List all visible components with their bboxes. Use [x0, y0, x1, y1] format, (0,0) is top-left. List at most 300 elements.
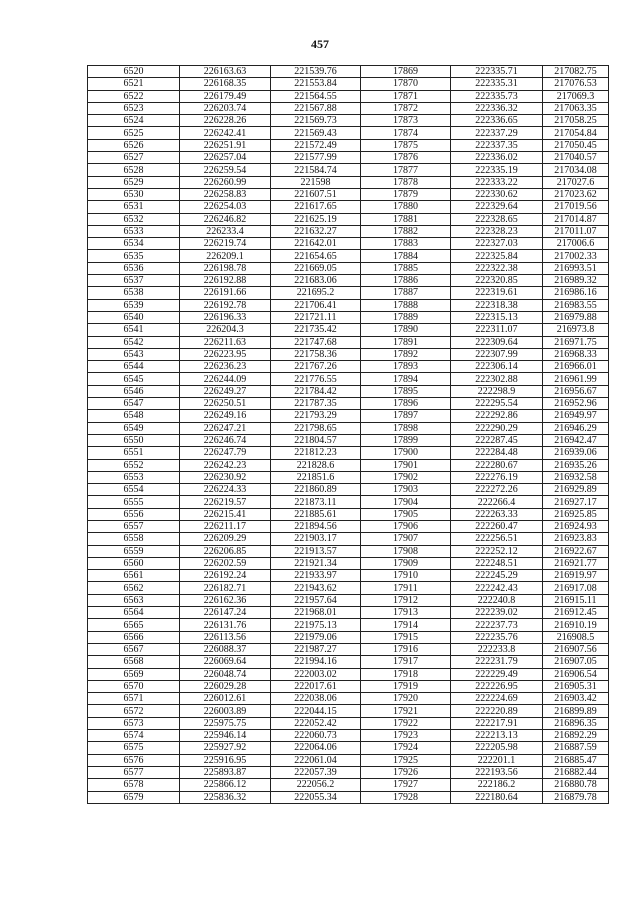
table-row — [88, 520, 609, 532]
table-cell: 221553.84 — [271, 78, 361, 90]
table-row — [88, 570, 609, 582]
table-cell: 17923 — [361, 730, 451, 742]
table-cell: 226246.74 — [180, 434, 271, 446]
table-cell: 216935.26 — [543, 459, 609, 471]
table-row — [88, 791, 609, 803]
table-cell: 222224.69 — [451, 693, 543, 705]
table-row — [88, 78, 609, 90]
table-cell: 17895 — [361, 385, 451, 397]
table-cell: 226251.91 — [180, 139, 271, 151]
table-cell: 6533 — [88, 225, 180, 237]
table-cell: 222337.35 — [451, 139, 543, 151]
table-cell: 216907.56 — [543, 643, 609, 655]
table-cell: 216908.5 — [543, 631, 609, 643]
table-row — [88, 90, 609, 102]
coordinates-table — [87, 65, 609, 804]
table-cell: 222220.89 — [451, 705, 543, 717]
table-cell: 222311.07 — [451, 324, 543, 336]
table-cell: 226203.74 — [180, 102, 271, 114]
table-row — [88, 139, 609, 151]
table-row — [88, 754, 609, 766]
table-cell: 17924 — [361, 742, 451, 754]
table-cell: 221913.57 — [271, 545, 361, 557]
table-cell: 17890 — [361, 324, 451, 336]
table-cell: 17926 — [361, 766, 451, 778]
table-cell: 222263.33 — [451, 508, 543, 520]
table-cell: 17871 — [361, 90, 451, 102]
table-cell: 17912 — [361, 594, 451, 606]
table-cell: 216946.29 — [543, 422, 609, 434]
table-cell: 17899 — [361, 434, 451, 446]
page-number: 457 — [311, 37, 329, 51]
table-cell: 221706.41 — [271, 299, 361, 311]
table-cell: 216989.32 — [543, 275, 609, 287]
table-cell: 17927 — [361, 779, 451, 791]
table-cell: 226219.74 — [180, 238, 271, 250]
table-cell: 6554 — [88, 484, 180, 496]
table-cell: 222298.9 — [451, 385, 543, 397]
table-cell: 222061.04 — [271, 754, 361, 766]
table-cell: 222003.02 — [271, 668, 361, 680]
table-cell: 216905.31 — [543, 680, 609, 692]
table-cell: 226259.54 — [180, 164, 271, 176]
table-row — [88, 398, 609, 410]
table-cell: 17897 — [361, 410, 451, 422]
table-cell: 222242.43 — [451, 582, 543, 594]
table-cell: 221784.42 — [271, 385, 361, 397]
table-cell: 217050.45 — [543, 139, 609, 151]
table-cell: 17882 — [361, 225, 451, 237]
table-cell: 6558 — [88, 533, 180, 545]
table-row — [88, 545, 609, 557]
table-row — [88, 656, 609, 668]
table-cell: 6543 — [88, 348, 180, 360]
table-cell: 216979.88 — [543, 311, 609, 323]
table-cell: 226088.37 — [180, 643, 271, 655]
table-cell: 17872 — [361, 102, 451, 114]
table-cell: 6577 — [88, 766, 180, 778]
table-cell: 222193.56 — [451, 766, 543, 778]
table-cell: 17877 — [361, 164, 451, 176]
table-cell: 17876 — [361, 152, 451, 164]
table-cell: 226131.76 — [180, 619, 271, 631]
table-row — [88, 471, 609, 483]
table-row — [88, 422, 609, 434]
table-cell: 226246.82 — [180, 213, 271, 225]
table-cell: 225946.14 — [180, 730, 271, 742]
table-row — [88, 152, 609, 164]
table-cell: 17885 — [361, 262, 451, 274]
table-cell: 17893 — [361, 361, 451, 373]
table-cell: 222060.73 — [271, 730, 361, 742]
table-cell: 6553 — [88, 471, 180, 483]
table-row — [88, 176, 609, 188]
table-cell: 17918 — [361, 668, 451, 680]
table-cell: 217019.56 — [543, 201, 609, 213]
table-row — [88, 459, 609, 471]
table-cell: 216910.19 — [543, 619, 609, 631]
table-cell: 221584.74 — [271, 164, 361, 176]
table-cell: 221975.13 — [271, 619, 361, 631]
table-cell: 17921 — [361, 705, 451, 717]
table-cell: 216966.01 — [543, 361, 609, 373]
table-cell: 221564.55 — [271, 90, 361, 102]
table-cell: 17900 — [361, 447, 451, 459]
table-cell: 17906 — [361, 520, 451, 532]
table-cell: 226224.33 — [180, 484, 271, 496]
table-cell: 6525 — [88, 127, 180, 139]
table-cell: 6559 — [88, 545, 180, 557]
table-cell: 221968.01 — [271, 607, 361, 619]
table-cell: 17925 — [361, 754, 451, 766]
table-cell: 6568 — [88, 656, 180, 668]
table-cell: 6564 — [88, 607, 180, 619]
table-cell: 6540 — [88, 311, 180, 323]
table-cell: 6527 — [88, 152, 180, 164]
table-cell: 216925.85 — [543, 508, 609, 520]
table-row — [88, 275, 609, 287]
table-cell: 217027.6 — [543, 176, 609, 188]
table-cell: 221828.6 — [271, 459, 361, 471]
table-cell: 226204.3 — [180, 324, 271, 336]
table-cell: 226192.78 — [180, 299, 271, 311]
table-cell: 222186.2 — [451, 779, 543, 791]
table-cell: 222237.73 — [451, 619, 543, 631]
table-cell: 222052.42 — [271, 717, 361, 729]
table-cell: 226242.41 — [180, 127, 271, 139]
table-cell: 216917.08 — [543, 582, 609, 594]
table-cell: 17869 — [361, 66, 451, 78]
table-cell: 217014.87 — [543, 213, 609, 225]
table-row — [88, 607, 609, 619]
table-cell: 222217.91 — [451, 717, 543, 729]
table-cell: 17919 — [361, 680, 451, 692]
table-row — [88, 693, 609, 705]
table-cell: 17916 — [361, 643, 451, 655]
table-cell: 221758.36 — [271, 348, 361, 360]
table-cell: 6573 — [88, 717, 180, 729]
table-cell: 222233.8 — [451, 643, 543, 655]
table-cell: 222226.95 — [451, 680, 543, 692]
table-cell: 222260.47 — [451, 520, 543, 532]
table-cell: 226211.63 — [180, 336, 271, 348]
table-cell: 6529 — [88, 176, 180, 188]
table-row — [88, 66, 609, 78]
table-cell: 217076.53 — [543, 78, 609, 90]
table-cell: 17875 — [361, 139, 451, 151]
table-cell: 217011.07 — [543, 225, 609, 237]
table-cell: 216882.44 — [543, 766, 609, 778]
table-cell: 6560 — [88, 557, 180, 569]
table-cell: 226182.71 — [180, 582, 271, 594]
table-cell: 216968.33 — [543, 348, 609, 360]
table-row — [88, 717, 609, 729]
table-cell: 216927.17 — [543, 496, 609, 508]
table-cell: 17911 — [361, 582, 451, 594]
table-cell: 221569.43 — [271, 127, 361, 139]
table-cell: 216923.83 — [543, 533, 609, 545]
table-cell: 222302.88 — [451, 373, 543, 385]
table-cell: 222213.13 — [451, 730, 543, 742]
table-cell: 222336.32 — [451, 102, 543, 114]
table-row — [88, 643, 609, 655]
table-cell: 17886 — [361, 275, 451, 287]
table-cell: 216956.67 — [543, 385, 609, 397]
table-cell: 6578 — [88, 779, 180, 791]
table-cell: 17910 — [361, 570, 451, 582]
table-cell: 222284.48 — [451, 447, 543, 459]
table-cell: 221987.27 — [271, 643, 361, 655]
table-cell: 17898 — [361, 422, 451, 434]
table-cell: 17914 — [361, 619, 451, 631]
table-cell: 17901 — [361, 459, 451, 471]
table-cell: 216896.35 — [543, 717, 609, 729]
table-cell: 217063.35 — [543, 102, 609, 114]
table-cell: 221957.64 — [271, 594, 361, 606]
table-cell: 222330.62 — [451, 188, 543, 200]
table-cell: 221632.27 — [271, 225, 361, 237]
table-cell: 222252.12 — [451, 545, 543, 557]
table-row — [88, 410, 609, 422]
table-cell: 17873 — [361, 115, 451, 127]
table-cell: 222256.51 — [451, 533, 543, 545]
table-cell: 225893.87 — [180, 766, 271, 778]
table-cell: 222325.84 — [451, 250, 543, 262]
table-cell: 216903.42 — [543, 693, 609, 705]
table-cell: 222335.73 — [451, 90, 543, 102]
table-row — [88, 533, 609, 545]
table-cell: 221812.23 — [271, 447, 361, 459]
table-cell: 221598 — [271, 176, 361, 188]
table-cell: 216952.96 — [543, 398, 609, 410]
table-row — [88, 225, 609, 237]
table-cell: 216922.67 — [543, 545, 609, 557]
table-cell: 226202.59 — [180, 557, 271, 569]
table-cell: 216880.78 — [543, 779, 609, 791]
table-cell: 222322.38 — [451, 262, 543, 274]
table-cell: 6532 — [88, 213, 180, 225]
table-cell: 6535 — [88, 250, 180, 262]
table-cell: 222335.19 — [451, 164, 543, 176]
table-cell: 222056.2 — [271, 779, 361, 791]
table-row — [88, 434, 609, 446]
table-cell: 6550 — [88, 434, 180, 446]
table-cell: 222292.86 — [451, 410, 543, 422]
table-cell: 17905 — [361, 508, 451, 520]
table-cell: 17892 — [361, 348, 451, 360]
table-cell: 217054.84 — [543, 127, 609, 139]
table-cell: 17879 — [361, 188, 451, 200]
table-row — [88, 619, 609, 631]
table-cell: 226206.85 — [180, 545, 271, 557]
table-cell: 6544 — [88, 361, 180, 373]
table-cell: 6567 — [88, 643, 180, 655]
table-row — [88, 373, 609, 385]
table-cell: 17889 — [361, 311, 451, 323]
table-cell: 216892.29 — [543, 730, 609, 742]
table-cell: 226230.92 — [180, 471, 271, 483]
table-cell: 226249.27 — [180, 385, 271, 397]
table-row — [88, 287, 609, 299]
table-cell: 6536 — [88, 262, 180, 274]
table-cell: 221943.62 — [271, 582, 361, 594]
table-cell: 221572.49 — [271, 139, 361, 151]
table-cell: 226069.64 — [180, 656, 271, 668]
table-cell: 6546 — [88, 385, 180, 397]
table-cell: 6575 — [88, 742, 180, 754]
table-row — [88, 766, 609, 778]
table-cell: 221721.11 — [271, 311, 361, 323]
table-cell: 226260.99 — [180, 176, 271, 188]
table-cell: 222038.06 — [271, 693, 361, 705]
table-cell: 216949.97 — [543, 410, 609, 422]
table-cell: 222327.03 — [451, 238, 543, 250]
table-cell: 6557 — [88, 520, 180, 532]
table-cell: 216971.75 — [543, 336, 609, 348]
table-cell: 216915.11 — [543, 594, 609, 606]
table-row — [88, 127, 609, 139]
table-cell: 222055.34 — [271, 791, 361, 803]
table-cell: 221625.19 — [271, 213, 361, 225]
table-cell: 221873.11 — [271, 496, 361, 508]
table-cell: 6565 — [88, 619, 180, 631]
table-cell: 222333.22 — [451, 176, 543, 188]
table-cell: 216929.89 — [543, 484, 609, 496]
table-row — [88, 631, 609, 643]
table-cell: 6566 — [88, 631, 180, 643]
table-cell: 226147.24 — [180, 607, 271, 619]
table-row — [88, 188, 609, 200]
table-cell: 221933.97 — [271, 570, 361, 582]
table-cell: 216961.99 — [543, 373, 609, 385]
table-cell: 17894 — [361, 373, 451, 385]
table-cell: 226162.36 — [180, 594, 271, 606]
table-cell: 222335.31 — [451, 78, 543, 90]
table-cell: 226215.41 — [180, 508, 271, 520]
table-cell: 222295.54 — [451, 398, 543, 410]
table-cell: 6530 — [88, 188, 180, 200]
table-cell: 6526 — [88, 139, 180, 151]
table-cell: 226254.03 — [180, 201, 271, 213]
table-cell: 225866.12 — [180, 779, 271, 791]
table-cell: 217006.6 — [543, 238, 609, 250]
table-cell: 222318.38 — [451, 299, 543, 311]
table-cell: 221607.51 — [271, 188, 361, 200]
table-cell: 6541 — [88, 324, 180, 336]
table-cell: 6572 — [88, 705, 180, 717]
table-cell: 221747.68 — [271, 336, 361, 348]
table-cell: 221885.61 — [271, 508, 361, 520]
table-cell: 6542 — [88, 336, 180, 348]
table-row — [88, 680, 609, 692]
table-cell: 6551 — [88, 447, 180, 459]
table-row — [88, 594, 609, 606]
table-cell: 222320.85 — [451, 275, 543, 287]
table-cell: 216983.55 — [543, 299, 609, 311]
table-cell: 6524 — [88, 115, 180, 127]
table-cell: 222017.61 — [271, 680, 361, 692]
table-cell: 226198.78 — [180, 262, 271, 274]
table-cell: 221617.65 — [271, 201, 361, 213]
table-cell: 216912.45 — [543, 607, 609, 619]
table-cell: 217082.75 — [543, 66, 609, 78]
table-cell: 221804.57 — [271, 434, 361, 446]
table-cell: 6563 — [88, 594, 180, 606]
table-cell: 216939.06 — [543, 447, 609, 459]
table-row — [88, 742, 609, 754]
table-row — [88, 730, 609, 742]
table-cell: 225916.95 — [180, 754, 271, 766]
table-cell: 222287.45 — [451, 434, 543, 446]
table-row — [88, 447, 609, 459]
table-cell: 221654.65 — [271, 250, 361, 262]
table-cell: 221539.76 — [271, 66, 361, 78]
table-cell: 17928 — [361, 791, 451, 803]
table-cell: 226196.33 — [180, 311, 271, 323]
table-cell: 222245.29 — [451, 570, 543, 582]
table-cell: 17884 — [361, 250, 451, 262]
table-row — [88, 250, 609, 262]
table-cell: 216932.58 — [543, 471, 609, 483]
table-cell: 216942.47 — [543, 434, 609, 446]
table-cell: 222328.23 — [451, 225, 543, 237]
table-cell: 222044.15 — [271, 705, 361, 717]
table-cell: 217023.62 — [543, 188, 609, 200]
table-cell: 6521 — [88, 78, 180, 90]
table-cell: 226247.79 — [180, 447, 271, 459]
table-cell: 222335.71 — [451, 66, 543, 78]
table-cell: 17881 — [361, 213, 451, 225]
table-cell: 222248.51 — [451, 557, 543, 569]
table-cell: 222306.14 — [451, 361, 543, 373]
table-cell: 17891 — [361, 336, 451, 348]
table-cell: 221683.06 — [271, 275, 361, 287]
table-cell: 222266.4 — [451, 496, 543, 508]
table-cell: 221903.17 — [271, 533, 361, 545]
table-cell: 225975.75 — [180, 717, 271, 729]
table-row — [88, 102, 609, 114]
table-cell: 6570 — [88, 680, 180, 692]
table-row — [88, 238, 609, 250]
table-row — [88, 324, 609, 336]
table-cell: 6545 — [88, 373, 180, 385]
table-row — [88, 213, 609, 225]
table-cell: 226012.61 — [180, 693, 271, 705]
table-cell: 6534 — [88, 238, 180, 250]
table-cell: 226219.57 — [180, 496, 271, 508]
table-cell: 6556 — [88, 508, 180, 520]
table-row — [88, 336, 609, 348]
table-cell: 216986.16 — [543, 287, 609, 299]
table-cell: 222307.99 — [451, 348, 543, 360]
table-cell: 222272.26 — [451, 484, 543, 496]
table-cell: 226228.26 — [180, 115, 271, 127]
table-cell: 226233.4 — [180, 225, 271, 237]
table-cell: 17908 — [361, 545, 451, 557]
table-cell: 6576 — [88, 754, 180, 766]
table-cell: 226223.95 — [180, 348, 271, 360]
table-row — [88, 348, 609, 360]
table-cell: 222201.1 — [451, 754, 543, 766]
table-row — [88, 582, 609, 594]
table-cell: 216879.78 — [543, 791, 609, 803]
table-cell: 6552 — [88, 459, 180, 471]
table-cell: 221787.35 — [271, 398, 361, 410]
table-cell: 6528 — [88, 164, 180, 176]
table-cell: 216907.05 — [543, 656, 609, 668]
table-cell: 217002.33 — [543, 250, 609, 262]
table-cell: 17896 — [361, 398, 451, 410]
